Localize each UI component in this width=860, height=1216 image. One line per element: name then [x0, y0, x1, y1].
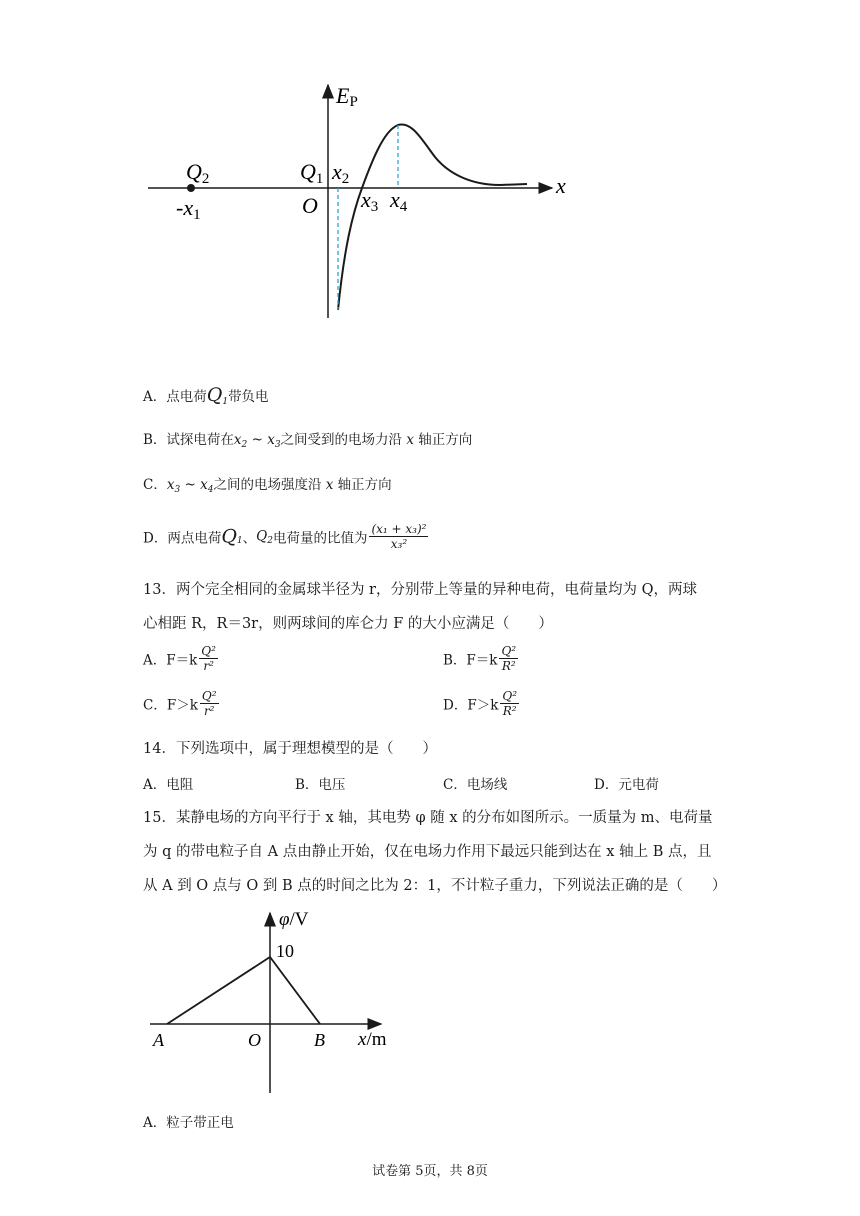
option-text: C．: [143, 477, 167, 493]
q1-symbol: Q: [221, 525, 237, 548]
option-text: 之间受到的电场力沿: [280, 432, 407, 448]
q13-option-d[interactable]: [443, 689, 521, 718]
fraction-numerator: Q²: [502, 689, 518, 703]
origin-label: O: [302, 193, 318, 218]
ep-graph: [140, 75, 580, 325]
option-label: C．F＞k: [143, 697, 198, 714]
q14-option-a[interactable]: A．电阻: [143, 777, 194, 793]
fraction-numerator: Q²: [501, 644, 517, 658]
point-a-label: A: [153, 1030, 164, 1050]
x-symbol: x: [166, 477, 175, 493]
q12-option-a[interactable]: [143, 384, 269, 407]
point-b-label: B: [314, 1030, 325, 1050]
q15-option-a[interactable]: A．粒子带正电: [143, 1115, 234, 1131]
page-footer: 试卷第 5页，共 8页: [372, 1164, 488, 1179]
subscript: 3: [274, 440, 281, 450]
q12-option-b[interactable]: [143, 428, 472, 450]
q14-option-c[interactable]: C．电场线: [443, 777, 508, 793]
subscript: 2: [241, 440, 248, 450]
coulomb-fraction: [199, 644, 218, 673]
option-label: B．F＝k: [443, 652, 498, 669]
fraction-numerator: (x₁ + x₃)²: [371, 522, 427, 536]
phi-curve: [167, 957, 320, 1024]
x-symbol: x: [200, 477, 208, 493]
coulomb-fraction: [499, 644, 518, 673]
x-symbol: x: [233, 432, 242, 448]
option-label: A．F＝k: [143, 652, 198, 669]
q13-option-b[interactable]: [443, 644, 520, 673]
neg-x1-label: -x1: [176, 195, 201, 223]
q14-stem: 14．下列选项中，属于理想模型的是（ ）: [143, 741, 437, 757]
fraction-numerator: Q²: [201, 689, 217, 703]
q12-option-c[interactable]: [143, 473, 392, 495]
fraction-denominator: x₃²: [390, 537, 408, 551]
q14-option-b[interactable]: B．电压: [295, 777, 346, 793]
ratio-fraction: [369, 522, 428, 551]
fraction-denominator: R²: [502, 704, 517, 718]
subscript: 3: [174, 485, 181, 495]
option-text: 轴正方向: [413, 432, 473, 448]
q1-subscript: 1: [222, 397, 229, 407]
q13-stem-line1: 13．两个完全相同的金属球半径为 r，分别带上等量的异种电荷，电荷量均为 Q，两球: [143, 582, 697, 598]
tilde: ~: [180, 477, 201, 493]
x2-label: x2: [332, 159, 350, 187]
option-text: A．点电荷: [143, 389, 207, 405]
q12-option-d[interactable]: [143, 522, 430, 551]
option-text: 电荷量的比值为: [272, 530, 368, 547]
q13-option-a[interactable]: [143, 644, 220, 673]
ep-x-label: x: [556, 173, 566, 198]
option-text: 之间的电场强度沿: [213, 477, 326, 493]
q2-label: Q2: [186, 159, 210, 187]
fraction-denominator: r²: [203, 704, 215, 718]
option-text: D．两点电荷: [143, 530, 222, 547]
q13-stem-line2: 心相距 R，R＝3r，则两球间的库仑力 F 的大小应满足（ ）: [143, 616, 553, 632]
fraction-denominator: R²: [501, 659, 516, 673]
phi-peak-label: 10: [276, 941, 294, 961]
q2-symbol: Q: [256, 528, 268, 545]
q15-stem-line3: 从 A 到 O 点与 O 到 B 点的时间之比为 2：1，不计粒子重力，下列说法正确的是（ ）: [143, 878, 727, 894]
fraction-denominator: r²: [203, 659, 214, 673]
x4-label: x4: [390, 187, 408, 215]
subscript: 1: [236, 536, 243, 546]
ep-y-label: EP: [336, 83, 358, 110]
x-symbol: x: [267, 432, 275, 448]
tilde: ~: [247, 432, 268, 448]
coulomb-fraction: [200, 689, 219, 718]
fraction-numerator: Q²: [201, 644, 216, 658]
subscript: 4: [207, 485, 214, 495]
q14-option-d[interactable]: D．元电荷: [594, 777, 659, 793]
x-symbol: x: [406, 432, 414, 448]
x-symbol: x: [325, 477, 334, 493]
phi-graph: [145, 905, 415, 1100]
option-text: 带负电: [228, 389, 269, 405]
q15-stem-line2: 为 q 的带电粒子自 A 点由静止开始，仅在电场力作用下最远只能到达在 x 轴上 B 点，且: [143, 844, 712, 860]
separator: 、: [242, 530, 257, 547]
q15-stem-line1: 15．某静电场的方向平行于 x 轴，其电势 φ 随 x 的分布如图所示。一质量为 m、电荷量: [143, 810, 713, 826]
option-text: B．试探电荷在: [143, 432, 234, 448]
option-label: D．F＞k: [443, 697, 499, 714]
q1-symbol: Q: [206, 384, 223, 406]
subscript: 2: [267, 536, 273, 546]
point-o-label: O: [248, 1030, 261, 1050]
phi-y-label: φ/V: [279, 909, 309, 930]
ep-curve: [338, 124, 527, 310]
coulomb-fraction: [500, 689, 519, 718]
q1-label: Q1: [300, 159, 324, 187]
x3-label: x3: [361, 187, 379, 215]
phi-x-label: x/m: [358, 1029, 387, 1050]
q2-charge-dot: [187, 184, 195, 192]
option-text: 轴正方向: [333, 477, 392, 493]
q13-option-c[interactable]: [143, 689, 221, 718]
